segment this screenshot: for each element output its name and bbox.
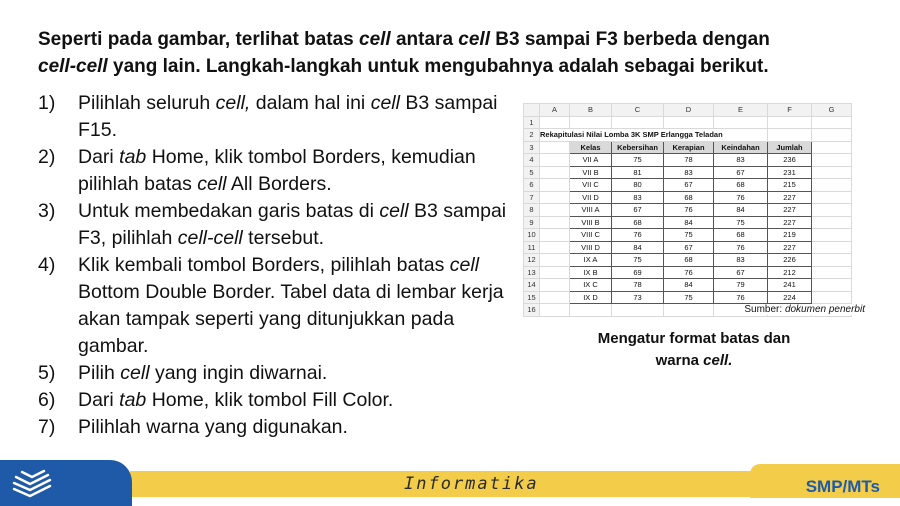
sheet-cell (540, 304, 570, 317)
step-text: Dari (78, 146, 120, 168)
sheet-cell (570, 304, 612, 317)
sheet-row (524, 216, 852, 229)
table-data-cell: 236 (768, 154, 812, 167)
table-data-cell: IX A (570, 254, 612, 267)
row-number: 7 (524, 191, 540, 204)
table-data-cell: 84 (612, 241, 664, 254)
sheet-cell (540, 279, 570, 292)
spreadsheet-table (523, 103, 852, 317)
sheet-cell (612, 304, 664, 317)
sheet-cell (812, 166, 852, 179)
sheet-row (524, 204, 852, 217)
row-number: 10 (524, 229, 540, 242)
corner-cell (524, 104, 540, 117)
table-data-cell: 212 (768, 266, 812, 279)
row-number: 16 (524, 304, 540, 317)
intro-text-6: cell-cell (38, 56, 108, 77)
step-text: Dari (78, 389, 120, 411)
step-number: 7) (38, 416, 56, 438)
sheet-row (524, 266, 852, 279)
table-header-cell: Keindahan (714, 141, 768, 154)
table-data-cell: 226 (768, 254, 812, 267)
table-data-cell: 76 (664, 266, 714, 279)
sheet-cell (812, 291, 852, 304)
row-number: 8 (524, 204, 540, 217)
step-text: All Borders. (226, 173, 332, 195)
sheet-row (524, 116, 852, 129)
table-data-cell: 67 (612, 204, 664, 217)
table-header-cell: Kerapian (664, 141, 714, 154)
step-text: cell (449, 254, 480, 276)
sheet-cell (540, 216, 570, 229)
column-letter: F (768, 104, 812, 117)
sheet-cell (768, 129, 812, 142)
row-number: 4 (524, 154, 540, 167)
column-letter: G (812, 104, 852, 117)
step-text: tab (119, 146, 147, 168)
row-number: 6 (524, 179, 540, 192)
table-data-cell: VIII D (570, 241, 612, 254)
table-data-cell: 215 (768, 179, 812, 192)
step-text: Home, klik tombol Borders, kemudian pilihlah batas (78, 146, 476, 195)
sheet-title-cell: Rekapitulasi Nilai Lomba 3K SMP Erlangga Teladan (540, 129, 768, 142)
column-header-row (524, 104, 852, 117)
sheet-row (524, 166, 852, 179)
sheet-cell (664, 304, 714, 317)
table-data-cell: VIII B (570, 216, 612, 229)
figure-source (741, 304, 865, 315)
sheet-cell (812, 191, 852, 204)
step-text: B3 sampai F3, pilihlah (78, 200, 507, 249)
level-label: SMP/MTs (805, 477, 880, 496)
sheet-cell (812, 179, 852, 192)
sheet-cell (540, 266, 570, 279)
table-header-cell: Jumlah (768, 141, 812, 154)
row-number: 15 (524, 291, 540, 304)
sheet-cell (812, 229, 852, 242)
step-text: dalam hal ini (250, 92, 371, 114)
table-data-cell: 76 (714, 191, 768, 204)
table-data-cell: 73 (612, 291, 664, 304)
step-text: cell (120, 362, 150, 384)
sheet-row (524, 241, 852, 254)
sheet-cell (540, 141, 570, 154)
table-data-cell: 224 (768, 291, 812, 304)
row-number: 1 (524, 116, 540, 129)
sheet-cell (664, 116, 714, 129)
table-data-cell: 75 (612, 154, 664, 167)
sheet-cell (812, 254, 852, 267)
sheet-row (524, 279, 852, 292)
row-number: 11 (524, 241, 540, 254)
table-data-cell: 227 (768, 204, 812, 217)
sheet-cell (812, 116, 852, 129)
table-data-cell: VIII A (570, 204, 612, 217)
table-data-cell: 219 (768, 229, 812, 242)
table-data-cell: VII A (570, 154, 612, 167)
table-data-cell: 227 (768, 241, 812, 254)
step-text: Pilihlah seluruh (78, 92, 216, 114)
step-text: cell (197, 173, 227, 195)
step-text: cell, (215, 92, 251, 114)
sheet-cell (540, 116, 570, 129)
step-text: cell (379, 200, 409, 222)
steps-list (38, 90, 508, 441)
table-data-cell: 68 (714, 179, 768, 192)
table-data-cell: 75 (664, 291, 714, 304)
row-number: 2 (524, 129, 540, 142)
row-number: 12 (524, 254, 540, 267)
intro-text-3: antara (390, 29, 459, 50)
caption-line-2-italic: cell. (703, 352, 733, 369)
sheet-cell (540, 291, 570, 304)
table-data-cell: 67 (664, 241, 714, 254)
sheet-row (524, 129, 852, 142)
step-number: 5) (38, 362, 56, 384)
table-data-cell: 78 (612, 279, 664, 292)
sheet-cell (540, 166, 570, 179)
publisher-logo (0, 460, 132, 506)
step-text: Pilihlah warna yang digunakan. (78, 416, 348, 438)
table-data-cell: 83 (664, 166, 714, 179)
step-number: 4) (38, 254, 56, 276)
row-number: 5 (524, 166, 540, 179)
step-item (38, 414, 508, 441)
table-data-cell: IX B (570, 266, 612, 279)
figure-caption (560, 328, 828, 372)
table-data-cell: 76 (714, 241, 768, 254)
sheet-cell (812, 129, 852, 142)
step-text: Pilih (78, 362, 121, 384)
column-letter: B (570, 104, 612, 117)
table-data-cell: 84 (714, 204, 768, 217)
sheet-row (524, 191, 852, 204)
table-data-cell: 227 (768, 216, 812, 229)
table-data-cell: IX D (570, 291, 612, 304)
step-text: Home, klik tombol Fill Color. (146, 389, 394, 411)
step-text: Klik kembali tombol Borders, pilihlah batas (78, 254, 450, 276)
table-data-cell: VII C (570, 179, 612, 192)
sheet-cell (570, 116, 612, 129)
column-letter: D (664, 104, 714, 117)
spreadsheet-figure (523, 103, 865, 316)
step-text: yang ingin diwarnai. (149, 362, 328, 384)
column-letter: E (714, 104, 768, 117)
table-data-cell: 67 (714, 166, 768, 179)
row-number: 14 (524, 279, 540, 292)
sheet-row (524, 141, 852, 154)
step-number: 6) (38, 389, 56, 411)
sheet-cell (540, 254, 570, 267)
table-data-cell: 75 (612, 254, 664, 267)
intro-text-1: Seperti pada gambar, terlihat batas (38, 29, 359, 50)
sheet-cell (714, 116, 768, 129)
table-data-cell: 78 (664, 154, 714, 167)
step-item (38, 387, 508, 414)
source-value: dokumen penerbit (784, 304, 865, 315)
step-text: tersebut. (242, 227, 325, 249)
table-header-cell: Kelas (570, 141, 612, 154)
caption-line-1: Mengatur format batas dan (597, 330, 791, 347)
step-text: Bottom Double Border. Tabel data di lembar kerja akan tampak seperti yang ditunjukkan pada gambar. (78, 281, 504, 357)
step-number: 3) (38, 200, 56, 222)
table-data-cell: 83 (714, 154, 768, 167)
sheet-row (524, 254, 852, 267)
step-item (38, 360, 508, 387)
row-number: 13 (524, 266, 540, 279)
caption-line-2: warna (655, 352, 704, 369)
step-text: Untuk membedakan garis batas di (78, 200, 380, 222)
sheet-cell (540, 229, 570, 242)
table-data-cell: 67 (664, 179, 714, 192)
table-data-cell: 68 (664, 191, 714, 204)
table-data-cell: 68 (612, 216, 664, 229)
books-icon (10, 467, 54, 499)
step-text: tab (119, 389, 147, 411)
table-data-cell: VII D (570, 191, 612, 204)
table-data-cell: 84 (664, 216, 714, 229)
table-data-cell: 67 (714, 266, 768, 279)
step-text: B3 sampai F15. (78, 92, 498, 141)
subject-label: Informatika (404, 474, 539, 494)
intro-text-7: yang lain. Langkah-langkah untuk mengubahnya adalah sebagai berikut. (107, 56, 769, 77)
sheet-row (524, 229, 852, 242)
step-item (38, 198, 508, 252)
table-data-cell: 231 (768, 166, 812, 179)
source-label: Sumber: (744, 304, 785, 315)
intro-text-2: cell (359, 29, 391, 50)
footer (0, 460, 900, 506)
table-data-cell: 80 (612, 179, 664, 192)
intro-text-4: cell (458, 29, 490, 50)
table-data-cell: 76 (612, 229, 664, 242)
sheet-cell (540, 154, 570, 167)
step-number: 2) (38, 146, 56, 168)
table-data-cell: 69 (612, 266, 664, 279)
sheet-cell (540, 241, 570, 254)
table-data-cell: 227 (768, 191, 812, 204)
table-data-cell: 75 (714, 216, 768, 229)
step-item (38, 144, 508, 198)
table-data-cell: 68 (664, 254, 714, 267)
sheet-cell (812, 204, 852, 217)
step-text: cell (370, 92, 400, 114)
sheet-cell (812, 266, 852, 279)
row-number: 9 (524, 216, 540, 229)
step-number: 1) (38, 92, 56, 114)
table-data-cell: 76 (714, 291, 768, 304)
sheet-cell (812, 216, 852, 229)
sheet-row (524, 291, 852, 304)
step-item (38, 90, 508, 144)
row-number: 3 (524, 141, 540, 154)
step-item (38, 252, 508, 360)
sheet-cell (612, 116, 664, 129)
sheet-cell (768, 116, 812, 129)
table-data-cell: IX C (570, 279, 612, 292)
sheet-row (524, 179, 852, 192)
column-letter: A (540, 104, 570, 117)
table-data-cell: 79 (714, 279, 768, 292)
column-letter: C (612, 104, 664, 117)
table-data-cell: 81 (612, 166, 664, 179)
sheet-cell (812, 141, 852, 154)
sheet-cell (812, 279, 852, 292)
sheet-row (524, 154, 852, 167)
table-data-cell: VII B (570, 166, 612, 179)
table-header-cell: Kebersihan (612, 141, 664, 154)
intro-text-5: B3 sampai F3 berbeda dengan (490, 29, 770, 50)
table-data-cell: 75 (664, 229, 714, 242)
table-data-cell: 68 (714, 229, 768, 242)
sheet-cell (540, 204, 570, 217)
sheet-cell (540, 191, 570, 204)
sheet-cell (812, 154, 852, 167)
table-data-cell: 83 (714, 254, 768, 267)
table-data-cell: 83 (612, 191, 664, 204)
sheet-cell (540, 179, 570, 192)
table-data-cell: 241 (768, 279, 812, 292)
table-data-cell: VIII C (570, 229, 612, 242)
intro-paragraph (38, 26, 878, 80)
table-data-cell: 76 (664, 204, 714, 217)
step-text: cell-cell (177, 227, 243, 249)
sheet-cell (812, 241, 852, 254)
table-data-cell: 84 (664, 279, 714, 292)
